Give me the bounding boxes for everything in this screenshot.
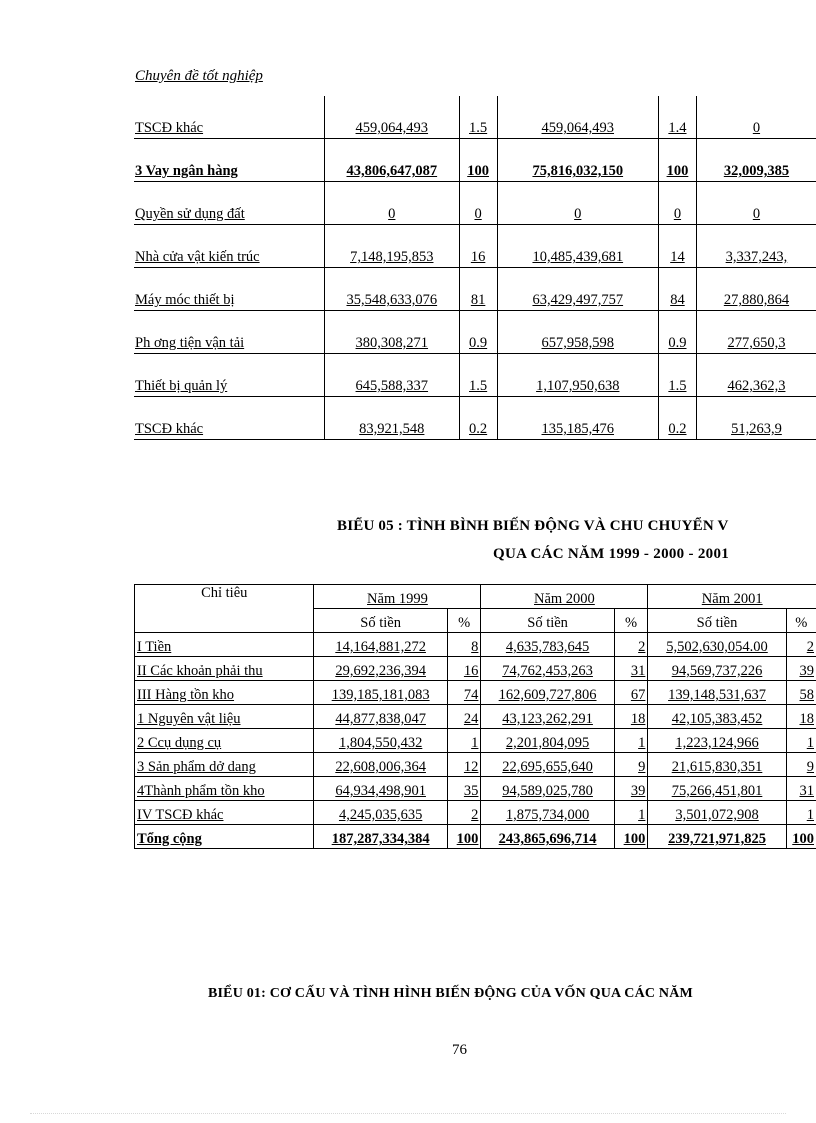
table2-cell-p2: 9: [614, 753, 648, 777]
table1-row: [134, 225, 816, 268]
table2-cell-label: III Hàng tồn kho: [135, 681, 314, 705]
table2-cell-label: I Tiền: [135, 633, 314, 657]
table2-cell-p3: 58: [786, 681, 816, 705]
table1-cell-p2: 100: [658, 139, 696, 182]
header-sotien-1999: Số tiền: [314, 609, 447, 633]
table2-cell-p1: 12: [447, 753, 481, 777]
table2-subheader-row: [135, 609, 816, 633]
table1-cell-v2: 10,485,439,681: [497, 225, 658, 268]
table2-cell-p3: 1: [786, 729, 816, 753]
table2-header-row: [135, 585, 816, 609]
header-year-1999: Năm 1999: [314, 585, 481, 609]
table1-cell-label: 3 Vay ngân hàng: [134, 139, 324, 182]
working-capital-table: [134, 584, 816, 849]
header-pct-1999: %: [447, 609, 481, 633]
header-pct-2000: %: [614, 609, 648, 633]
table1-cell-label: Thiết bị quản lý: [134, 354, 324, 397]
table2-total-p3: 100: [786, 825, 816, 849]
table2-cell-p2: 1: [614, 729, 648, 753]
table2-cell-p1: 24: [447, 705, 481, 729]
table1-row: [134, 182, 816, 225]
table1-row: [134, 311, 816, 354]
table1-cell-p2: 0.2: [658, 397, 696, 440]
table2-cell-v1: 1,804,550,432: [314, 729, 447, 753]
table2-cell-p3: 1: [786, 801, 816, 825]
table2-cell-label: 2 Ccụ dụng cụ: [135, 729, 314, 753]
table1-cell-v3: 0: [696, 182, 816, 225]
table1-cell-p1: 0.2: [459, 397, 497, 440]
table1-row: [134, 354, 816, 397]
table1-cell-p2: 14: [658, 225, 696, 268]
table2-cell-v3: 3,501,072,908: [648, 801, 786, 825]
table1-cell-v3: 32,009,385: [696, 139, 816, 182]
table1-cell-p1: 1.5: [459, 96, 497, 139]
table2-cell-v1: 22,608,006,364: [314, 753, 447, 777]
table2-cell-v1: 139,185,181,083: [314, 681, 447, 705]
asset-table-continued: [134, 96, 816, 440]
table1-cell-label: Máy móc thiết bị: [134, 268, 324, 311]
header-sotien-2001: Số tiền: [648, 609, 786, 633]
table1-cell-label: TSCĐ khác: [134, 96, 324, 139]
table1-cell-v3: 0: [696, 96, 816, 139]
table2-cell-p3: 31: [786, 777, 816, 801]
table1-cell-v2: 75,816,032,150: [497, 139, 658, 182]
table2-row: [135, 801, 816, 825]
table2-cell-p1: 2: [447, 801, 481, 825]
table2-cell-p2: 18: [614, 705, 648, 729]
header-sotien-2000: Số tiền: [481, 609, 614, 633]
table1-cell-v3: 51,263,9: [696, 397, 816, 440]
table2-cell-label: II Các khoản phải thu: [135, 657, 314, 681]
header-year-2001: Năm 2001: [648, 585, 816, 609]
table1-cell-v1: 83,921,548: [324, 397, 459, 440]
table1-cell-v1: 0: [324, 182, 459, 225]
table1-row: [134, 397, 816, 440]
header-chitieu: Chỉ tiêu: [135, 585, 314, 609]
table2-total-p1: 100: [447, 825, 481, 849]
table1-cell-p1: 1.5: [459, 354, 497, 397]
table2-total-v1: 187,287,334,384: [314, 825, 447, 849]
table1-cell-v3: 462,362,3: [696, 354, 816, 397]
table1-cell-v3: 27,880,864: [696, 268, 816, 311]
table1-cell-v1: 459,064,493: [324, 96, 459, 139]
table2-row: [135, 657, 816, 681]
table2-row: [135, 705, 816, 729]
table1-row: [134, 96, 816, 139]
table2-cell-p2: 31: [614, 657, 648, 681]
table2-total-label: Tổng cộng: [135, 825, 314, 849]
table2-row: [135, 777, 816, 801]
table2-cell-v2: 74,762,453,263: [481, 657, 614, 681]
table1-cell-p2: 1.5: [658, 354, 696, 397]
table1-cell-v2: 459,064,493: [497, 96, 658, 139]
header-pct-2001: %: [786, 609, 816, 633]
table1-cell-p2: 0: [658, 182, 696, 225]
table2-total-p2: 100: [614, 825, 648, 849]
table2-cell-label: IV TSCĐ khác: [135, 801, 314, 825]
table2-cell-p1: 35: [447, 777, 481, 801]
table2-cell-v3: 1,223,124,966: [648, 729, 786, 753]
table1-cell-label: TSCĐ khác: [134, 397, 324, 440]
table2-cell-p3: 9: [786, 753, 816, 777]
table1-cell-v1: 7,148,195,853: [324, 225, 459, 268]
table2-cell-v1: 14,164,881,272: [314, 633, 447, 657]
table2-cell-v1: 44,877,838,047: [314, 705, 447, 729]
table2-subtitle: QUA CÁC NĂM 1999 - 2000 - 2001: [493, 546, 730, 562]
table2-cell-v3: 42,105,383,452: [648, 705, 786, 729]
table2-cell-v3: 21,615,830,351: [648, 753, 786, 777]
table1-cell-p1: 0.9: [459, 311, 497, 354]
table2-cell-v2: 94,589,025,780: [481, 777, 614, 801]
table1-cell-p1: 100: [459, 139, 497, 182]
table1-cell-label: Ph ơng tiện vận tải: [134, 311, 324, 354]
table2-cell-label: 4Thành phẩm tồn kho: [135, 777, 314, 801]
table1-cell-p1: 0: [459, 182, 497, 225]
table2-row: [135, 729, 816, 753]
table2-cell-p1: 1: [447, 729, 481, 753]
table2-total-row: [135, 825, 816, 849]
table2-cell-v3: 139,148,531,637: [648, 681, 786, 705]
table1-cell-v1: 380,308,271: [324, 311, 459, 354]
table2-cell-v2: 22,695,655,640: [481, 753, 614, 777]
table2-cell-v3: 94,569,737,226: [648, 657, 786, 681]
table1-cell-p1: 81: [459, 268, 497, 311]
table2-row: [135, 633, 816, 657]
table2-cell-p3: 2: [786, 633, 816, 657]
table1-cell-v2: 1,107,950,638: [497, 354, 658, 397]
table1-cell-v3: 277,650,3: [696, 311, 816, 354]
table2-total-v3: 239,721,971,825: [648, 825, 786, 849]
document-header: Chuyên đề tốt nghiệp: [135, 68, 263, 84]
table2-cell-p1: 74: [447, 681, 481, 705]
footer-divider: [30, 1113, 786, 1114]
table2-cell-p3: 18: [786, 705, 816, 729]
table1-cell-v2: 0: [497, 182, 658, 225]
table2-cell-v2: 43,123,262,291: [481, 705, 614, 729]
table1-cell-label: Quyền sử dụng đất: [134, 182, 324, 225]
table1-cell-v2: 657,958,598: [497, 311, 658, 354]
table1-cell-v2: 135,185,476: [497, 397, 658, 440]
table2-cell-v1: 4,245,035,635: [314, 801, 447, 825]
table2-row: [135, 753, 816, 777]
table2-cell-p3: 39: [786, 657, 816, 681]
page-number: 76: [452, 1042, 467, 1058]
table2-cell-v2: 1,875,734,000: [481, 801, 614, 825]
table2-cell-v1: 29,692,236,394: [314, 657, 447, 681]
table1-cell-v3: 3,337,243,: [696, 225, 816, 268]
header-blank: [135, 609, 314, 633]
table2-cell-label: 3 Sản phẩm dở dang: [135, 753, 314, 777]
table1-row: [134, 139, 816, 182]
table2-cell-p2: 39: [614, 777, 648, 801]
table2-cell-v2: 162,609,727,806: [481, 681, 614, 705]
table2-cell-p2: 2: [614, 633, 648, 657]
table1-cell-p2: 1.4: [658, 96, 696, 139]
table2-cell-v3: 5,502,630,054.00: [648, 633, 786, 657]
table1-cell-p2: 0.9: [658, 311, 696, 354]
table2-cell-v2: 4,635,783,645: [481, 633, 614, 657]
header-year-2000: Năm 2000: [481, 585, 648, 609]
table1-cell-v2: 63,429,497,757: [497, 268, 658, 311]
table1-cell-v1: 43,806,647,087: [324, 139, 459, 182]
table1-row: [134, 268, 816, 311]
table1-cell-p1: 16: [459, 225, 497, 268]
table2-cell-v2: 2,201,804,095: [481, 729, 614, 753]
table1-cell-v1: 645,588,337: [324, 354, 459, 397]
table2-cell-p1: 16: [447, 657, 481, 681]
table2-cell-p1: 8: [447, 633, 481, 657]
table2-cell-p2: 67: [614, 681, 648, 705]
table2-row: [135, 681, 816, 705]
table3-title: BIỂU 01: CƠ CẤU VÀ TÌNH HÌNH BIẾN ĐỘNG CỦA VỐN QUA CÁC NĂM: [208, 986, 693, 1001]
table2-cell-v1: 64,934,498,901: [314, 777, 447, 801]
table2-total-v2: 243,865,696,714: [481, 825, 614, 849]
table2-cell-p2: 1: [614, 801, 648, 825]
table1-cell-p2: 84: [658, 268, 696, 311]
table1-cell-v1: 35,548,633,076: [324, 268, 459, 311]
table1-cell-label: Nhà cửa vật kiến trúc: [134, 225, 324, 268]
table2-title: BIỂU 05 : TÌNH BÌNH BIẾN ĐỘNG VÀ CHU CHUYỂN V: [337, 518, 729, 534]
table2-cell-label: 1 Nguyên vật liệu: [135, 705, 314, 729]
table2-cell-v3: 75,266,451,801: [648, 777, 786, 801]
